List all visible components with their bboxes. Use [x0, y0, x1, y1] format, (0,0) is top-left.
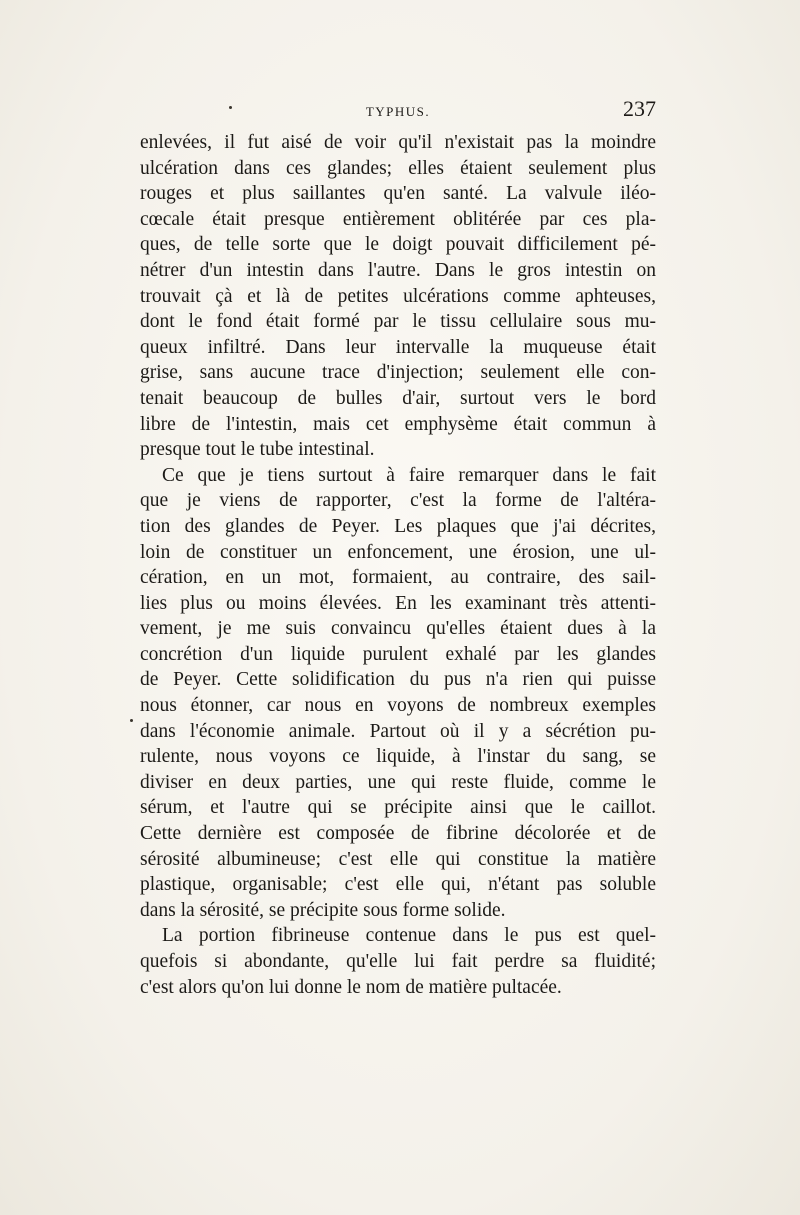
- text-line: lies plus ou moins élevées. En les examinant très attenti-: [140, 592, 656, 614]
- text-line: plastique, organisable; c'est elle qui, n'étant pas soluble: [140, 874, 656, 896]
- text-line: Cette dernière est composée de fibrine décolorée et de: [140, 823, 656, 845]
- text-line: concrétion d'un liquide purulent exhalé par les glandes: [140, 643, 656, 665]
- text-line: presque tout le tube intestinal.: [140, 439, 375, 461]
- text-line: grise, sans aucune trace d'injection; seulement elle con-: [140, 362, 656, 384]
- text-line: quefois si abondante, qu'elle lui fait perdre sa fluidité;: [140, 951, 656, 972]
- print-speck: [130, 719, 133, 722]
- print-speck: [229, 106, 232, 109]
- running-title: TYPHUS.: [365, 104, 431, 119]
- text-line: ques, de telle sorte que le doigt pouvait difficilement pé-: [140, 234, 656, 256]
- text-line: La portion fibrineuse contenue dans le pus est quel-: [162, 925, 656, 947]
- text-line: enlevées, il fut aisé de voir qu'il n'existait pas la moindre: [140, 132, 656, 153]
- page-number: 237: [623, 96, 656, 121]
- text-line: rouges et plus saillantes qu'en santé. La valvule iléo-: [140, 183, 656, 205]
- text-line: trouvait çà et là de petites ulcérations comme aphteuses,: [140, 285, 656, 307]
- text-line: vement, je me suis convaincu qu'elles étaient dues à la: [140, 618, 656, 640]
- text-line: queux infiltré. Dans leur intervalle la muqueuse était: [140, 336, 656, 358]
- text-line: Ce que je tiens surtout à faire remarquer dans le fait: [162, 464, 656, 486]
- text-line: ulcération dans ces glandes; elles étaient seulement plus: [140, 157, 656, 179]
- text-line: cération, en un mot, formaient, au contraire, des sail-: [140, 567, 656, 589]
- text-line: tenait beaucoup de bulles d'air, surtout vers le bord: [140, 387, 656, 409]
- text-line: de Peyer. Cette solidification du pus n'a rien qui puisse: [140, 669, 656, 691]
- text-line: libre de l'intestin, mais cet emphysème était commun à: [140, 413, 656, 435]
- text-line: diviser en deux parties, une qui reste fluide, comme le: [140, 771, 656, 793]
- text-line: cœcale était presque entièrement oblitérée par ces pla-: [140, 208, 656, 230]
- running-head: [140, 96, 656, 124]
- text-line: sérum, et l'autre qui se précipite ainsi que le caillot.: [140, 797, 656, 819]
- text-line: loin de constituer un enfoncement, une érosion, une ul-: [140, 541, 656, 563]
- text-line: sérosité albumineuse; c'est elle qui constitue la matière: [140, 848, 656, 870]
- text-line: nous étonner, car nous en voyons de nombreux exemples: [140, 695, 656, 717]
- text-line: nétrer d'un intestin dans l'autre. Dans le gros intestin on: [140, 259, 656, 281]
- text-line: tion des glandes de Peyer. Les plaques que j'ai décrites,: [140, 515, 656, 537]
- text-line: dans l'économie animale. Partout où il y a sécrétion pu-: [140, 720, 656, 742]
- text-line: dont le fond était formé par le tissu cellulaire sous mu-: [140, 311, 656, 333]
- text-line: que je viens de rapporter, c'est la forme de l'altéra-: [140, 490, 656, 512]
- body-text: [140, 130, 656, 1000]
- text-line: rulente, nous voyons ce liquide, à l'instar du sang, se: [140, 746, 656, 768]
- text-line: c'est alors qu'on lui donne le nom de matière pultacée.: [140, 976, 562, 998]
- text-line: dans la sérosité, se précipite sous forme solide.: [140, 899, 506, 921]
